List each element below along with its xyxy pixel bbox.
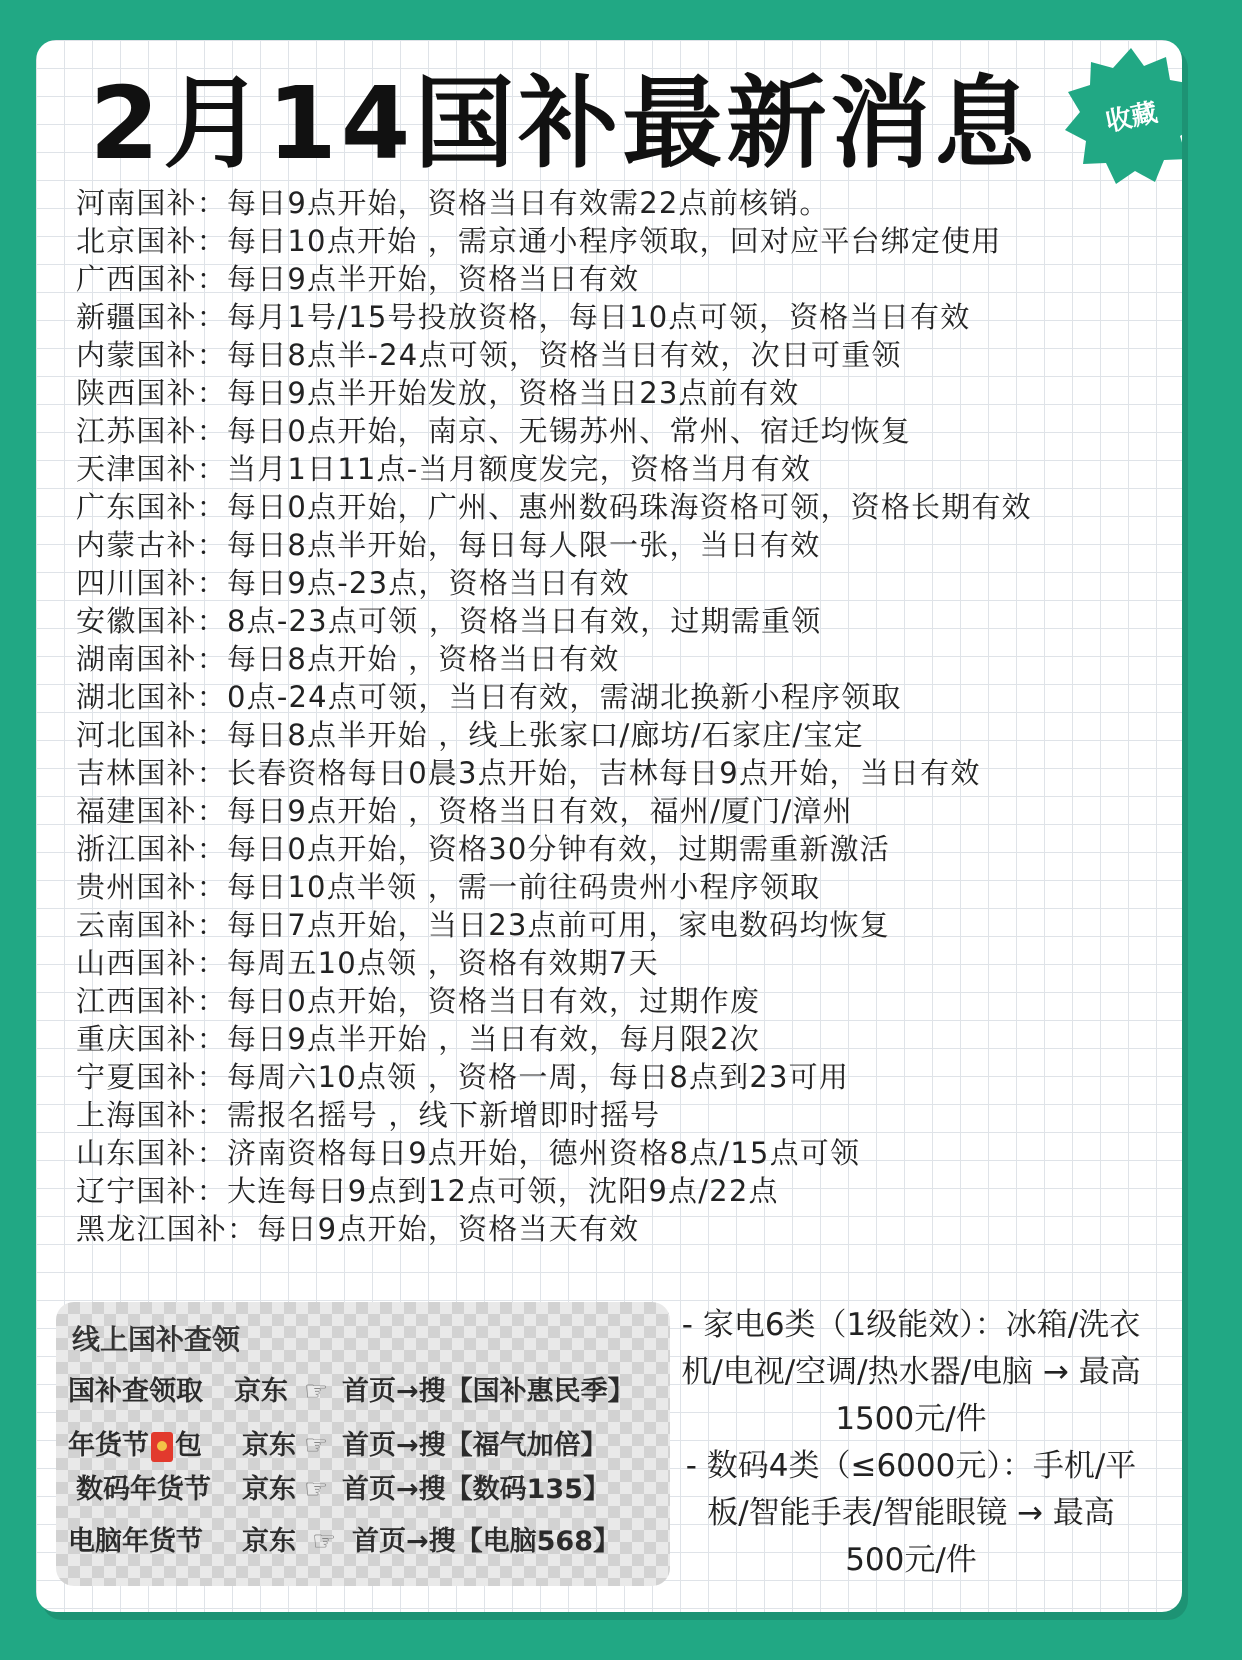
list-item: 江苏国补：每日0点开始，南京、无锡苏州、常州、宿迁均恢复	[76, 414, 912, 448]
promo-path: 首页→搜【电脑568】	[352, 1526, 620, 1557]
promo-name: 电脑年货节	[68, 1526, 203, 1557]
list-item: 湖南国补：每日8点开始 ，资格当日有效	[76, 642, 620, 676]
promo-platform: 京东	[234, 1376, 288, 1407]
list-item: 四川国补：每日9点-23点，资格当日有效	[76, 566, 630, 600]
favorite-badge-label: 收藏	[1102, 97, 1161, 138]
online-subsidy-panel	[56, 1302, 670, 1586]
list-item: 天津国补：当月1日11点-当月额度发完，资格当月有效	[76, 452, 812, 486]
list-item: 安徽国补：8点-23点可领 ，资格当日有效，过期需重领	[76, 604, 822, 638]
promo-path: 首页→搜【国补惠民季】	[342, 1376, 635, 1407]
appliance-category: - 家电6类（1级能效）：冰箱/洗衣机/电视/空调/热水器/电脑 → 最高1500元/件	[681, 1307, 1141, 1437]
list-item: 内蒙古补：每日8点半开始，每日每人限一张，当日有效	[76, 528, 821, 562]
list-item: 内蒙国补：每日8点半-24点可领，资格当日有效，次日可重领	[76, 338, 902, 372]
list-item: 上海国补：需报名摇号 ，线下新增即时摇号	[76, 1098, 661, 1132]
list-item: 河北国补：每日8点半开始 ，线上张家口/廊坊/石家庄/宝定	[76, 718, 864, 752]
red-envelope-icon	[151, 1432, 173, 1462]
list-item: 重庆国补：每日9点半开始 ，当日有效，每月限2次	[76, 1022, 760, 1056]
page-title: 2月14国补最新消息	[89, 65, 1039, 182]
list-item: 江西国补：每日0点开始，资格当日有效，过期作废	[76, 984, 761, 1018]
list-item: 云南国补：每日7点开始，当日23点前可用，家电数码均恢复	[76, 908, 890, 942]
list-item: 陕西国补：每日9点半开始发放，资格当日23点前有效	[76, 376, 800, 410]
list-item: 广西国补：每日9点半开始，资格当日有效	[76, 262, 640, 296]
list-item: 宁夏国补：每周六10点领 ，资格一周，每日8点到23可用	[76, 1060, 850, 1094]
list-item: 山西国补：每周五10点领 ，资格有效期7天	[76, 946, 659, 980]
promo-row	[56, 1426, 670, 1466]
promo-path: 首页→搜【数码135】	[342, 1474, 610, 1505]
list-item: 山东国补：济南资格每日9点开始，德州资格8点/15点可领	[76, 1136, 861, 1170]
pointing-hand-icon: ☞	[304, 1474, 329, 1505]
promo-platform: 京东	[242, 1430, 296, 1461]
list-item: 辽宁国补：大连每日9点到12点可领，沈阳9点/22点	[76, 1174, 779, 1208]
list-item: 浙江国补：每日0点开始，资格30分钟有效，过期需重新激活	[76, 832, 890, 866]
list-item: 湖北国补：0点-24点可领，当日有效，需湖北换新小程序领取	[76, 680, 902, 714]
promo-platform: 京东	[242, 1526, 296, 1557]
list-item: 广东国补：每日0点开始，广州、惠州数码珠海资格可领，资格长期有效	[76, 490, 1032, 524]
promo-row	[56, 1372, 670, 1412]
promo-name: 数码年货节	[76, 1474, 211, 1505]
list-item: 北京国补：每日10点开始 ，需京通小程序领取，回对应平台绑定使用	[76, 224, 1002, 258]
info-card	[36, 40, 1182, 1612]
promo-name: 年货节 包	[68, 1430, 202, 1461]
favorite-badge[interactable]	[1060, 44, 1182, 186]
promo-name: 国补查领取	[68, 1376, 203, 1407]
list-item: 河南国补：每日9点开始，资格当日有效需22点前核销。	[76, 186, 830, 220]
list-item: 黑龙江国补：每日9点开始，资格当天有效	[76, 1212, 640, 1246]
pointing-hand-icon: ☞	[312, 1526, 337, 1557]
list-item: 吉林国补：长春资格每日0晨3点开始，吉林每日9点开始，当日有效	[76, 756, 981, 790]
panel-title: 线上国补查领	[72, 1323, 241, 1356]
promo-row	[56, 1522, 670, 1562]
digital-category: - 数码4类（≤6000元）：手机/平板/智能手表/智能眼镜 → 最高500元/件	[685, 1448, 1137, 1578]
list-item: 贵州国补：每日10点半领 ，需一前往码贵州小程序领取	[76, 870, 821, 904]
promo-row	[56, 1470, 670, 1510]
pointing-hand-icon: ☞	[304, 1376, 329, 1407]
region-list	[76, 184, 1162, 1248]
promo-platform: 京东	[242, 1474, 296, 1505]
subsidy-categories	[678, 1302, 1144, 1584]
list-item: 福建国补：每日9点开始 ，资格当日有效，福州/厦门/漳州	[76, 794, 853, 828]
pointing-hand-icon: ☞	[304, 1430, 329, 1461]
promo-path: 首页→搜【福气加倍】	[342, 1430, 608, 1461]
list-item: 新疆国补：每月1号/15号投放资格，每日10点可领，资格当日有效	[76, 300, 971, 334]
